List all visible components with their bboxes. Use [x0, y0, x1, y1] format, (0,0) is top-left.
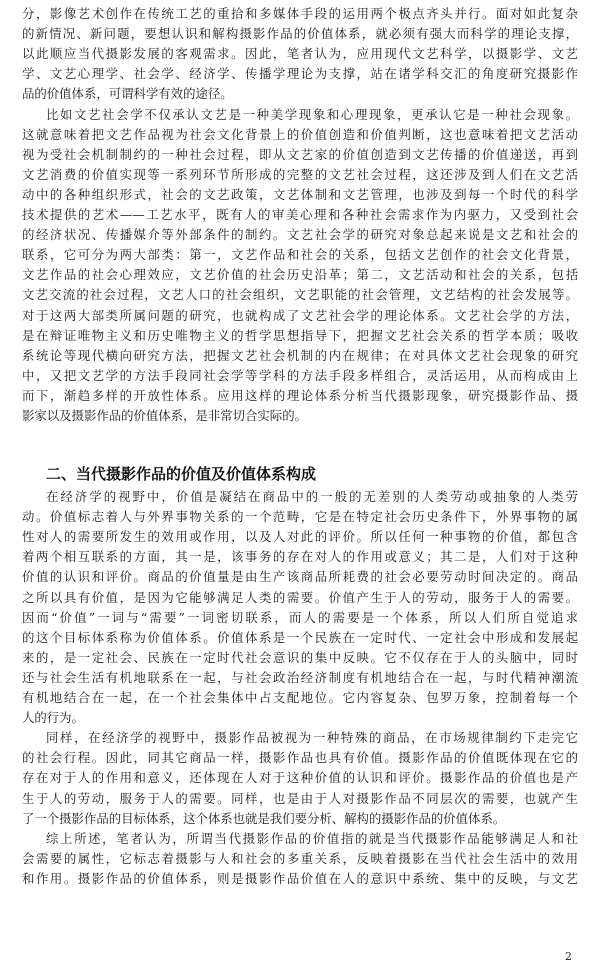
text-line: 的经济状况、传播媒介等外部条件的制约。文艺社会学的研究对象总起来说是文艺和社会的 — [22, 227, 578, 243]
text-line: 视为受社会机制制约的一种社会过程，即从文艺家的价值创造到文艺传播的价值递送，再到 — [22, 146, 578, 162]
text-line: 分，影像艺术创作在传统工艺的重拾和多媒体手段的运用两个极点齐头并行。面对如此复杂 — [22, 6, 578, 21]
text-line: 会需要的属性，它标志着摄影与人和社会的多重关系，反映着摄影在当代社会生活中的效用 — [22, 850, 578, 866]
text-line: 文艺消费的价值实现等一系列环节所形成的完整的文艺社会过程，这还涉及到人们在文艺活 — [22, 166, 578, 182]
section-heading: 二、当代摄影作品的价值及价值体系构成 — [46, 465, 317, 483]
text-line: 系统论等现代横向研究方法，把握文艺社会机制的内在规律；在对具体文艺社会现象的研究 — [22, 347, 578, 363]
text-line: 同样，在经济学的视野中，摄影作品被视为一种特殊的商品，在市场规律制约下走完它 — [46, 730, 578, 746]
text-line: 学、文艺心理学、社会学、经济学、传播学理论为支撑，站在诸学科交汇的角度研究摄影作 — [22, 66, 578, 82]
text-line: 生于人的劳动，服务于人的需要。同样，也是由于人对摄影作品不同层次的需要，也就产生 — [22, 790, 578, 806]
text-line: 综上所述，笔者认为，所谓当代摄影作品的价值指的就是当代摄影作品能够满足人和社 — [46, 830, 578, 846]
text-line: 而下，渐趋多样的开放性体系。应用这样的理论体系分析当代摄影现象，研究摄影作品、摄 — [22, 387, 578, 403]
text-line: 是在辩证唯物主义和历史唯物主义的哲学思想指导下，把握文艺社会关系的哲学本质；吸收 — [22, 327, 578, 343]
text-line: 文艺作品的社会心理效应，文艺价值的社会历史沿革；第二，文艺活动和社会的关系，包括 — [22, 267, 578, 283]
text-line: 对于这两大部类所属问题的研究，也就构成了文艺社会学的理论体系。文艺社会学的方法， — [22, 307, 578, 323]
text-line: 技术提供的艺术——工艺水平，既有人的审美心理和各种社会需求作为内驱力，又受到社会 — [22, 207, 578, 222]
text-line: 因而“价值”一词与“需要”一词密切联系，而人的需要是一个体系，所以人们所自觉追求 — [22, 609, 578, 625]
text-line: 动中的各种组织形式，社会的文艺政策，文艺体制和文艺管理，也涉及到每一个时代的科学 — [22, 186, 578, 202]
text-line: 品的价值体系，可谓科学有效的途径。 — [22, 86, 233, 102]
text-line: 中，又把文艺学的方法手段同社会学等学科的方法手段多样组合，灵活运用，从而构成由上 — [22, 367, 578, 383]
text-line: 的社会行程。因此，同其它商品一样，摄影作品也具有价值。摄影作品的价值既体现在它的 — [22, 750, 578, 766]
text-line: 这就意味着把文艺作品视为社会文化背景上的价值创造和价值判断，这也意味着把文艺活动 — [22, 126, 578, 142]
text-line: 性对人的需要所发生的效用或作用，以及人对此的评价。所以任何一种事物的价值，都包含 — [22, 529, 578, 545]
text-line: 人的行为。 — [22, 710, 84, 726]
text-line: 动。价值标志着人与外界事物关系的一个范畴，它是在特定社会历史条件下，外界事物的属 — [22, 509, 578, 525]
text-line: 有机地结合在一起，在一个社会集体中占支配地位。它内容复杂、包罗万象，控制着每一个 — [22, 690, 578, 705]
text-line: 价值的认识和评价。商品的价值量是由生产该商品所耗费的社会必要劳动时间决定的。商品 — [22, 569, 578, 585]
text-line: 存在对于人的作用和意义，还体现在人对于这种价值的认识和评价。摄影作品的价值也是产 — [22, 770, 578, 786]
text-line: 比如文艺社会学不仅承认文艺是一种美学现象和心理现象，更承认它是一种社会现象。 — [46, 106, 578, 122]
text-line: 在经济学的视野中，价值是凝结在商品中的一般的无差别的人类劳动或抽象的人类劳 — [46, 489, 578, 504]
text-line: 文艺交流的社会过程，文艺人口的社会组织，文艺职能的社会管理，文艺结构的社会发展等。 — [22, 287, 578, 303]
text-line: 的这个目标体系称为价值体系。价值体系是一个民族在一定时代、一定社会中形成和发展起 — [22, 629, 578, 645]
text-line: 的新情况、新问题，要想认识和解构摄影作品的价值体系，就必须有强大而科学的理论支撑， — [22, 26, 578, 42]
text-line: 还与社会生活有机地联系在一起，与社会政治经济制度有机地结合在一起，与时代精神潮流 — [22, 669, 578, 685]
text-line: 以此顺应当代摄影发展的客观需求。因此，笔者认为，应用现代文艺科学，以摄影学、文艺 — [22, 46, 578, 62]
text-line: 和作用。摄影作品的价值体系，则是摄影作品价值在人的意识中系统、集中的反映，与文艺 — [22, 870, 578, 886]
page-number: 2 — [565, 950, 572, 963]
text-line: 了一个摄影作品的目标体系，这个体系也就是我们要分析、解构的摄影作品的价值体系。 — [22, 810, 506, 826]
text-line: 之所以具有价值，是因为它能够满足人类的需要。价值产生于人的劳动，服务于人的需要。 — [22, 589, 578, 605]
text-line: 来的，是一定社会、民族在一定时代社会意识的集中反映。它不仅存在于人的头脑中，同时 — [22, 649, 578, 665]
text-line: 联系，它可分为两大部类：第一，文艺作品和社会的关系，包括文艺创作的社会文化背景， — [22, 247, 578, 263]
text-line: 着两个相互联系的方面，其一是，该事务的存在对人的作用或意义；其二是，人们对于这种 — [22, 549, 578, 565]
text-line: 影家以及摄影作品的价值体系，是非常切合实际的。 — [22, 408, 307, 423]
